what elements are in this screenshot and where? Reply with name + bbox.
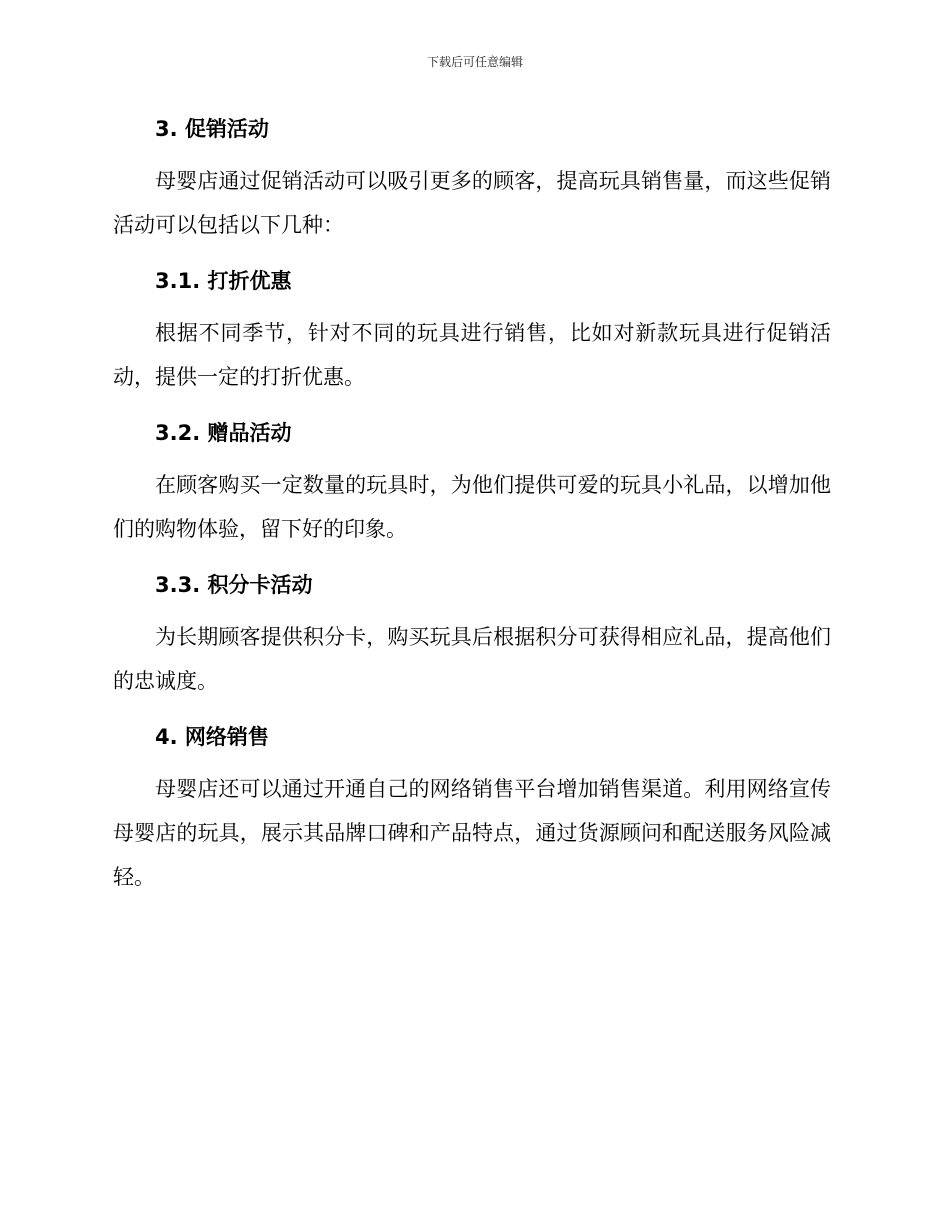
paragraph-discount: 根据不同季节，针对不同的玩具进行销售，比如对新款玩具进行促销活动，提供一定的打折优惠。	[113, 321, 831, 389]
paragraph-points-card: 为长期顾客提供积分卡，购买玩具后根据积分可获得相应礼品，提高他们的忠诚度。	[113, 625, 831, 693]
section-heading-promotions: 3. 促销活动	[155, 117, 269, 141]
section-heading-online-sales: 4. 网络销售	[155, 725, 269, 749]
paragraph-promotions-intro: 母婴店通过促销活动可以吸引更多的顾客，提高玩具销售量，而这些促销活动可以包括以下几种：	[113, 169, 831, 237]
page-header: 下载后可任意编辑	[426, 55, 523, 69]
section-heading-points-card: 3.3. 积分卡活动	[155, 573, 313, 597]
document-body	[113, 109, 831, 899]
section-heading-gifts: 3.2. 赠品活动	[155, 421, 292, 445]
paragraph-online-sales: 母婴店还可以通过开通自己的网络销售平台增加销售渠道。利用网络宣传母婴店的玩具，展示其品牌口碑和产品特点，通过货源顾问和配送服务风险减轻。	[113, 777, 831, 889]
paragraph-gifts: 在顾客购买一定数量的玩具时，为他们提供可爱的玩具小礼品，以增加他们的购物体验，留下好的印象。	[113, 473, 831, 541]
section-heading-discount: 3.1. 打折优惠	[155, 269, 292, 293]
